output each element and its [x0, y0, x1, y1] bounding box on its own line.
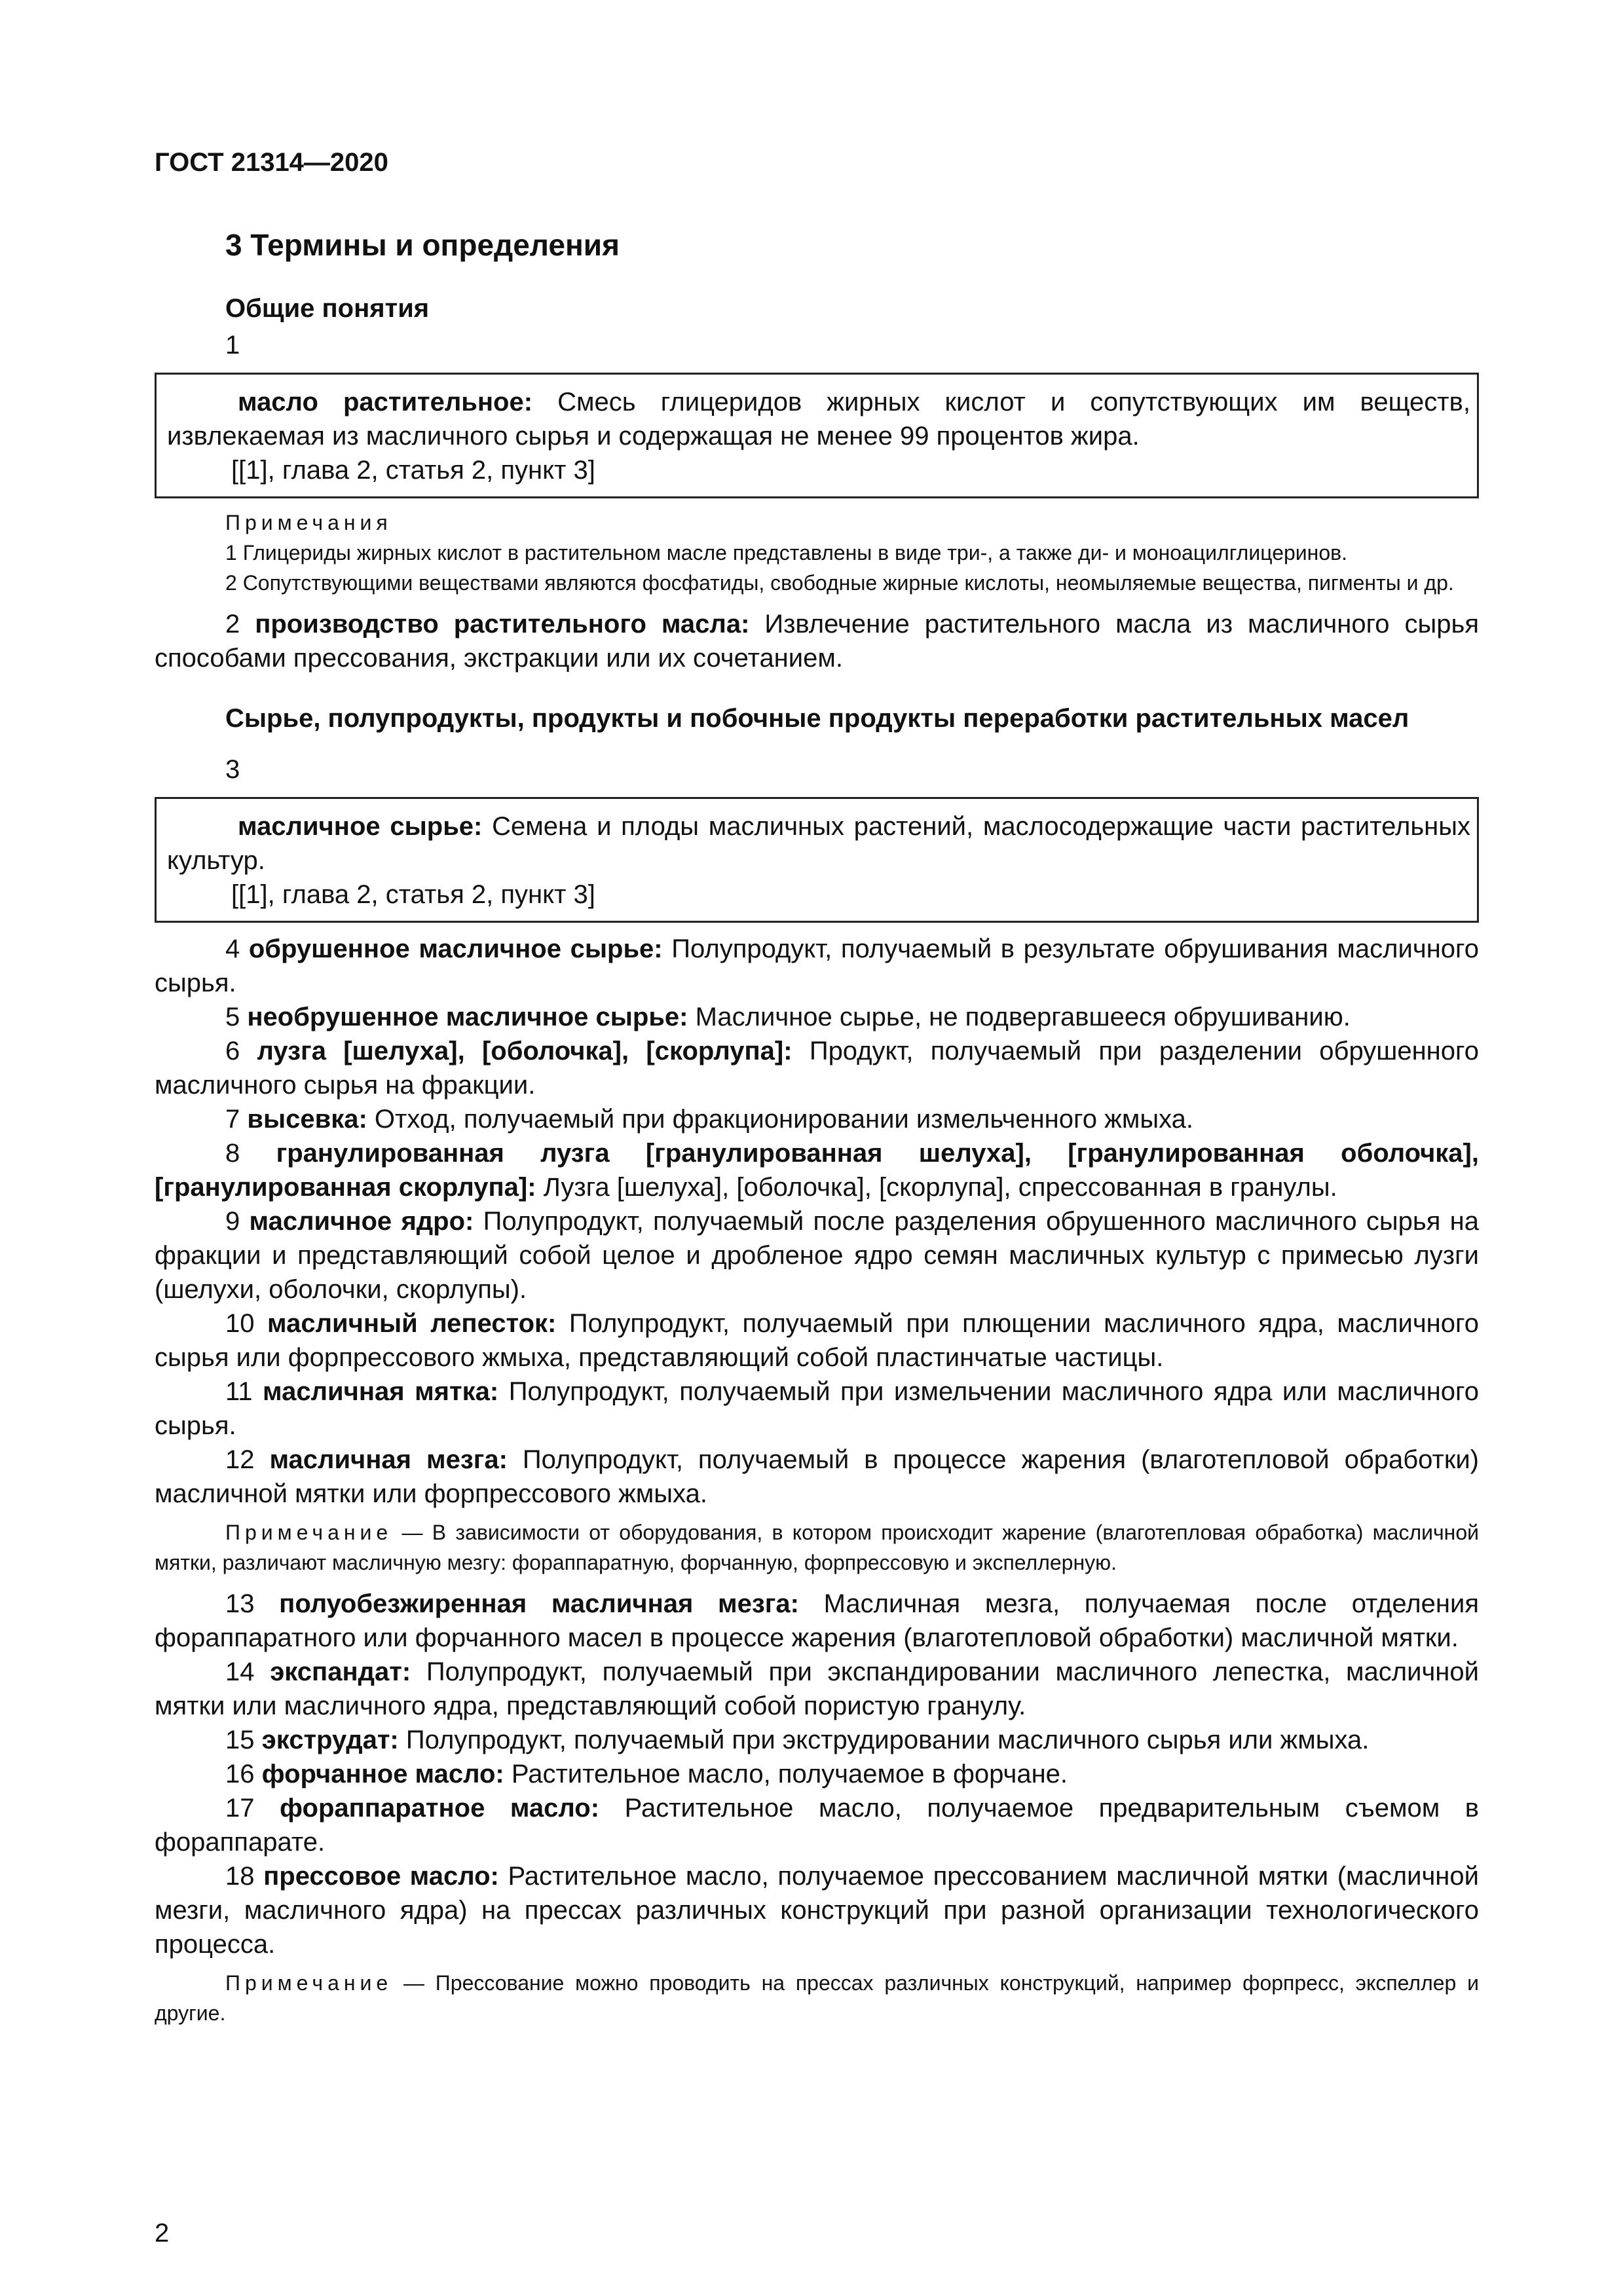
term-15: [155, 1723, 1479, 1757]
term-9: [155, 1204, 1479, 1306]
term-definition: Лузга [шелуха], [оболочка], [скорлупа], спрессованная в гранулы.: [543, 1173, 1337, 1202]
term-name: необрушенное масличное сырье:: [247, 1003, 688, 1031]
term-number: 7: [225, 1105, 240, 1134]
standard-header: ГОСТ 21314—2020: [155, 148, 388, 177]
term-11: [155, 1375, 1479, 1443]
note-label: Примечание: [225, 1971, 393, 1995]
term-definition: Полупродукт, получаемый в результате обрушивания масличного сырья.: [155, 935, 1479, 997]
term-definition: Растительное масло, получаемое прессованием масличной мятки (масличной мезги, масличного ядра) на прессах различных конструкций при разной организации технологического процесса.: [155, 1862, 1479, 1959]
document-body: [155, 226, 1479, 2037]
term-name: прессовое масло:: [263, 1862, 499, 1891]
term-definition: Полупродукт, получаемый при плющении масличного ядра, масличного сырья или форпрессового жмыха, представляющий собой пластинчатые частицы.: [155, 1309, 1479, 1372]
term-name: гранулированная лузга [гранулированная шелуха], [гранулированная оболочка], [гранулированная скорлупа]:: [155, 1139, 1479, 1202]
term-definition: Масличная мезга, получаемая после отделения фораппаратного или форчанного масел в процессе жарения (влаготепловой обработки) масличной мятки.: [155, 1589, 1479, 1652]
term-name: масличная мезга:: [269, 1445, 508, 1474]
term-2-name: производство растительного масла:: [255, 610, 750, 639]
term-definition: Растительное масло, получаемое предварительным съемом в фораппарате.: [155, 1794, 1479, 1857]
note-text: — Прессование можно проводить на прессах различных конструкций, например форпресс, экспеллер и другие.: [155, 1971, 1480, 2025]
term-number: 11: [225, 1377, 253, 1406]
term-definition: Продукт, получаемый при разделении обрушенного масличного сырья на фракции.: [155, 1037, 1479, 1100]
term-definition: Отход, получаемый при фракционировании измельченного жмыха.: [374, 1105, 1193, 1134]
term-2-number: 2: [225, 610, 240, 639]
note-1: 1 Глицериды жирных кислот в растительном масле представлены в виде три-, а также ди- и моноацилглицеринов.: [225, 541, 1348, 565]
term-1-name: масло растительное:: [238, 388, 533, 417]
term-number: 8: [225, 1139, 240, 1168]
term-name: полуобезжиренная масличная мезга:: [279, 1589, 799, 1618]
term-14: [155, 1655, 1479, 1723]
term-2: [155, 607, 1479, 675]
note-2: 2 Сопутствующими веществами являются фосфатиды, свободные жирные кислоты, неомыляемые вещества, пигменты и др.: [225, 571, 1454, 595]
term-definition: Полупродукт, получаемый при измельчении масличного ядра или масличного сырья.: [155, 1377, 1479, 1440]
term-name: лузга [шелуха], [оболочка], [скорлупа]:: [257, 1037, 793, 1065]
term-4: [155, 932, 1479, 1000]
term-7: [155, 1102, 1479, 1136]
term-definition: Полупродукт, получаемый при экструдировании масличного сырья или жмыха.: [405, 1726, 1370, 1754]
term-name: масличное ядро:: [249, 1207, 474, 1236]
term-number: 14: [225, 1657, 255, 1686]
term-name: экспандат:: [270, 1657, 411, 1686]
term-name: обрушенное масличное сырье:: [248, 935, 663, 963]
note-term-12: [155, 1517, 1479, 1578]
term-1-reference: [[1], глава 2, статья 2, пункт 3]: [231, 456, 595, 485]
term-8: [155, 1136, 1479, 1204]
term-box-3: [155, 797, 1479, 923]
term-name: высевка:: [247, 1105, 367, 1134]
notes-block: [155, 508, 1479, 598]
term-name: форчанное масло:: [261, 1760, 504, 1788]
term-number: 4: [225, 935, 240, 963]
term-number: 5: [225, 1003, 240, 1031]
term-number: 9: [225, 1207, 240, 1236]
term-number-3: 3: [225, 755, 240, 784]
term-6: [155, 1034, 1479, 1102]
term-number: 10: [225, 1309, 255, 1338]
term-box-1: [155, 373, 1479, 498]
term-number: 6: [225, 1037, 240, 1065]
term-3-reference: [[1], глава 2, статья 2, пункт 3]: [231, 880, 595, 909]
term-name: фораппаратное масло:: [280, 1794, 600, 1823]
term-3: [167, 809, 1470, 878]
term-number: 17: [225, 1794, 255, 1823]
term-18: [155, 1859, 1479, 1961]
term-definition: Растительное масло, получаемое в форчане.: [511, 1760, 1068, 1788]
page-number: 2: [155, 2219, 170, 2248]
term-17: [155, 1791, 1479, 1859]
general-heading: Общие понятия: [225, 294, 430, 323]
notes-heading: Примечания: [225, 511, 392, 534]
term-name: масличная мятка:: [263, 1377, 499, 1406]
term-number: 18: [225, 1862, 255, 1891]
term-16: [155, 1757, 1479, 1791]
term-number-1: 1: [225, 331, 240, 360]
note-term-18: [155, 1968, 1479, 2028]
term-name: экструдат:: [261, 1726, 399, 1754]
term-definition: Полупродукт, получаемый после разделения обрушенного масличного сырья на фракции и представляющий собой целое и дробленое ядро семян масличных культур с примесью лузги (шелухи, оболочки, скорлупы).: [155, 1207, 1479, 1304]
term-number: 16: [225, 1760, 255, 1788]
term-definition: Полупродукт, получаемый в процессе жарения (влаготепловой обработки) масличной мятки или форпрессового жмыха.: [155, 1445, 1479, 1508]
term-definition: Масличное сырье, не подвергавшееся обрушиванию.: [695, 1003, 1351, 1031]
term-definition: Полупродукт, получаемый при экспандировании масличного лепестка, масличной мятки или масличного ядра, представляющий собой пористую гранулу.: [155, 1657, 1479, 1720]
term-number: 15: [225, 1726, 255, 1754]
term-5: [155, 1000, 1479, 1034]
term-3-name: масличное сырье:: [238, 812, 483, 841]
term-13: [155, 1587, 1479, 1655]
note-text: — В зависимости от оборудования, в котором происходит жарение (влаготепловая обработка) масличной мятки, различают масличную мезгу: фораппаратную, форчанную, форпрессовую и экспеллерную.: [155, 1521, 1479, 1574]
term-3-definition: Семена и плоды масличных растений, маслосодержащие части растительных культур.: [167, 812, 1470, 875]
raw-heading: Сырье, полупродукты, продукты и побочные продукты переработки растительных масел: [225, 704, 1409, 733]
section-title: 3 Термины и определения: [225, 228, 620, 262]
term-name: масличный лепесток:: [267, 1309, 557, 1338]
term-12: [155, 1443, 1479, 1511]
note-label: Примечание: [225, 1521, 393, 1544]
term-1: [167, 385, 1470, 453]
term-10: [155, 1306, 1479, 1375]
term-number: 12: [225, 1445, 255, 1474]
term-1-definition: Смесь глицеридов жирных кислот и сопутствующих им веществ, извлекаемая из масличного сырья и содержащая не менее 99 процентов жира.: [167, 388, 1470, 451]
term-2-definition: Извлечение растительного масла из масличного сырья способами прессования, экстракции или их сочетанием.: [155, 610, 1479, 673]
term-number: 13: [225, 1589, 255, 1618]
